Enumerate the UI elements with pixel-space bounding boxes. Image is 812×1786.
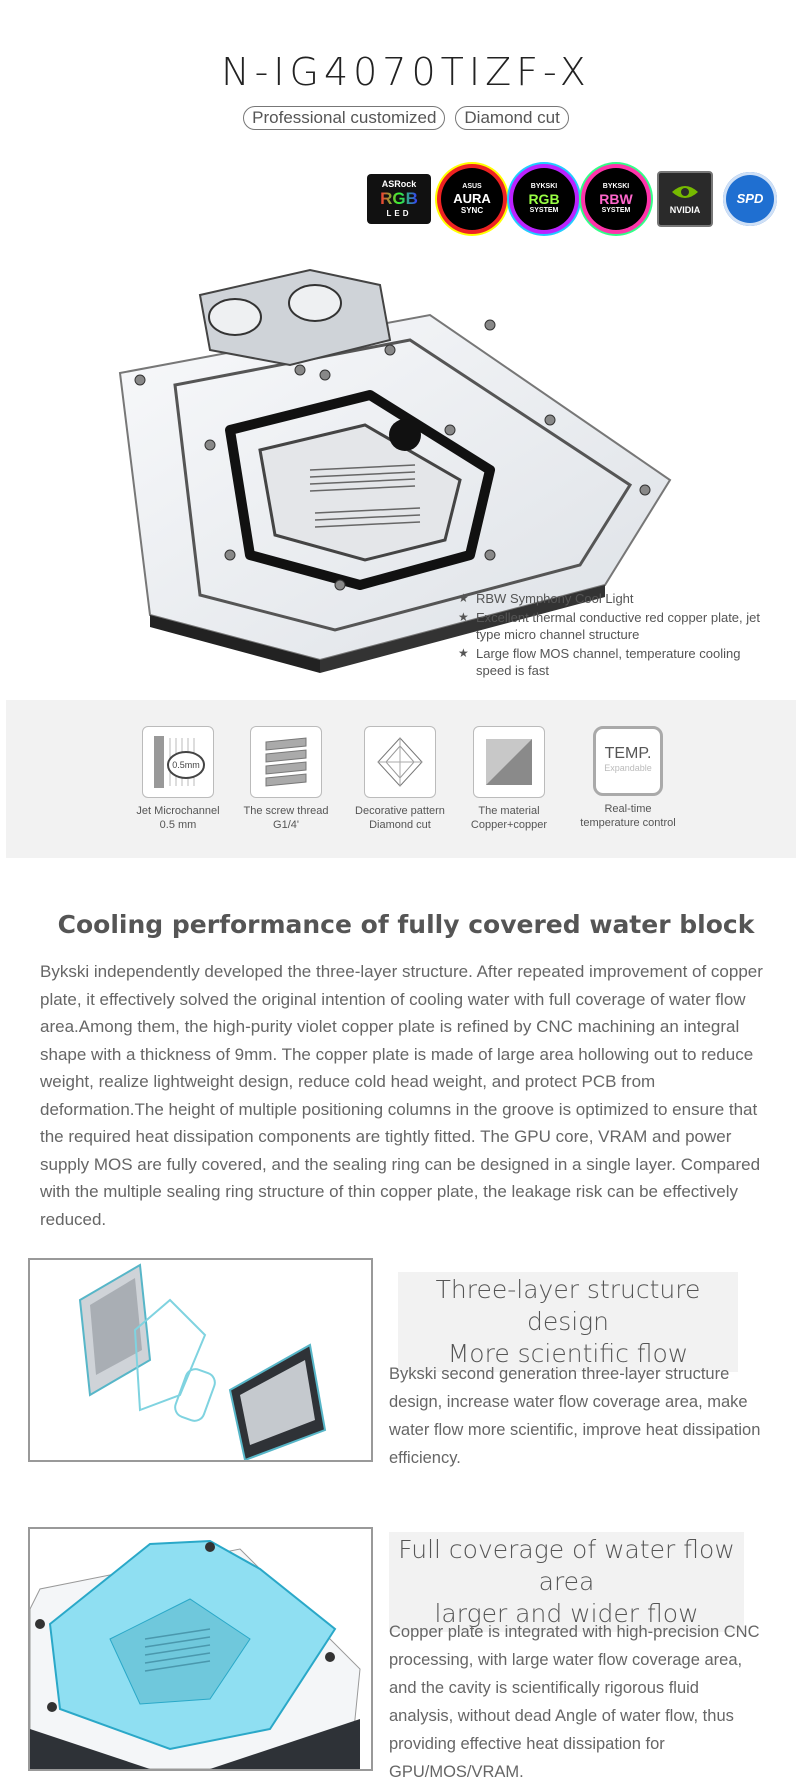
spec-label: Jet Microchannel [136,805,220,817]
three-layer-image [28,1258,373,1462]
section-body: Bykski independently developed the three-layer structure. After repeated improvement of copper plate, it effectively solved the original intention of cooling water with full coverage of water flow area.Among them, the high-purity violet copper plate is refined by CNC machining an integral shape with a thickness of 9mm. The copper plate is made of large area hollowing out to reduce weight, realize lightweight design, reduce cold head weight, and protect PCB from deformation.The height of multiple positioning columns in the groove is optimized to ensure that the required heat dissipation components are tightly fitted. The GPU core, VRAM and power supply MOS are fully covered, and the sealing ring can be designed in a single layer. Compared with the multiple sealing ring structure of thin copper plate, the leakage risk can be effectively reduced. [40,962,763,1229]
product-title: N-IG4070TIZF-X [221,50,591,94]
spec-screw-thread [226,726,346,832]
full-coverage-heading [389,1532,744,1632]
bykski-rbw-system-logo: BYKSKI RBW SYSTEM [585,168,647,230]
temp-icon: TEMP. Expandable [593,726,663,796]
full-coverage-heading-line2: larger and wider flow [434,1599,699,1628]
diamond-pattern-icon [364,726,436,798]
feature-item: ★ Large flow MOS channel, temperature cooling speed is fast [458,645,778,679]
spec-label: Real-time [604,803,652,815]
spec-decorative-pattern [340,726,460,832]
spec-value: G1/4' [273,819,299,831]
three-layer-heading-line2: More scientific flow [447,1339,689,1368]
spec-value: Diamond cut [369,819,431,831]
svg-text:0.5mm: 0.5mm [172,760,200,770]
full-coverage-image [28,1527,373,1771]
bykski-rgb-system-logo: BYKSKI RGB SYSTEM [513,168,575,230]
asrock-rgb-led-logo: ASRock RGB LED [367,174,431,224]
spec-label: The material [478,805,540,817]
three-layer-heading-line1: Three-layer structure design [435,1275,701,1336]
material-icon [473,726,545,798]
microchannel-icon [142,726,214,798]
spec-value: temperature control [580,817,676,829]
spec-label: Decorative pattern [355,805,445,817]
spd-logo: SPD [723,172,777,226]
full-coverage-body: Copper plate is integrated with high-precision CNC processing, with large water flow coverage area, and the cavity is scientifically rigorous fluid analysis, without dead Angle of water flow, thus providing effective heat dissipation for GPU/MOS/VRAM. [389,1623,760,1781]
compatibility-logos [367,168,777,230]
product-tags [0,106,812,130]
full-coverage-heading-line1: Full coverage of water flow area [398,1535,735,1596]
asus-aura-sync-logo: ASUS AURA SYNC [441,168,503,230]
three-layer-heading [398,1272,738,1372]
nvidia-logo: NVIDIA [657,171,713,227]
tag-professional-customized: Professional customized [243,106,445,130]
spec-temperature [568,726,688,830]
tag-diamond-cut: Diamond cut [455,106,568,130]
feature-item: ★ RBW Symphony Cool Light [458,590,778,607]
spec-microchannel [118,726,238,832]
three-layer-body: Bykski second generation three-layer structure design, increase water flow coverage area, make water flow more scientific, improve heat dissipation efficiency. [389,1365,761,1467]
spec-band [6,700,796,858]
section-heading: Cooling performance of fully covered water block [57,910,755,939]
spec-material [449,726,569,832]
feature-list [458,590,778,681]
screw-thread-icon [250,726,322,798]
spec-value: Copper+copper [470,819,548,831]
spec-value: 0.5 mm [159,819,197,831]
feature-item: ★ Excellent thermal conductive red copper plate, jet type micro channel structure [458,609,778,643]
spec-label: The screw thread [243,805,329,817]
